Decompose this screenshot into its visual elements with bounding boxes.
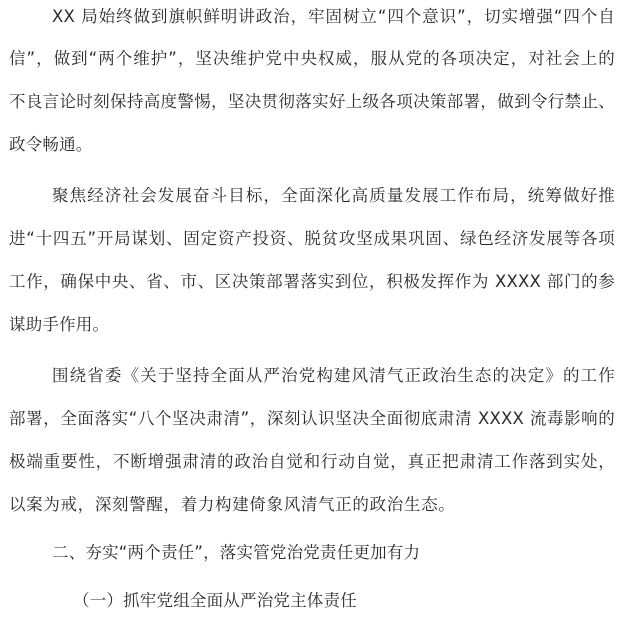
paragraph-3-line-3: 极端重要性，不断增强肃清的政治自觉和行动自觉，真正把肃清工作落到实处， (9, 452, 615, 471)
paragraph-3-line-2: 部署，全面落实“八个坚决肃清”，深刻认识坚决全面彻底肃清 XXXX 流毒影响的 (9, 409, 615, 428)
paragraph-1-line-1: XX 局始终做到旗帜鲜明讲政治，牢固树立“四个意识”，切实增强“四个自 (52, 7, 615, 26)
paragraph-1-line-4: 政令畅通。 (9, 135, 93, 154)
paragraph-1-line-2: 信”，做到“两个维护”，坚决维护党中央权威，服从党的各项决定，对社会上的 (9, 49, 615, 68)
paragraph-2-line-3: 工作，确保中央、省、市、区决策部署落实到位，积极发挥作为 XXXX 部门的参 (9, 272, 615, 291)
paragraph-2-line-1: 聚焦经济社会发展奋斗目标，全面深化高质量发展工作布局，统筹做好推 (52, 186, 615, 205)
paragraph-1-line-3: 不良言论时刻保持高度警惕，坚决贯彻落实好上级各项决策部署，做到令行禁止、 (9, 92, 615, 111)
paragraph-3-line-1: 围绕省委《关于坚持全面从严治党构建风清气正政治生态的决定》的工作 (52, 366, 615, 385)
paragraph-3-line-4: 以案为戒，深刻警醒，着力构建倚象风清气正的政治生态。 (9, 495, 455, 514)
paragraph-2-line-2: 进“十四五”开局谋划、固定资产投资、脱贫攻坚成果巩固、绿色经济发展等各项 (9, 229, 615, 248)
subsection-heading: （一）抓牢党组全面从严治党主体责任 (73, 591, 357, 610)
section-heading: 二、夯实“两个责任”，落实管党治党责任更加有力 (52, 543, 421, 562)
paragraph-2-line-4: 谋助手作用。 (9, 315, 110, 334)
